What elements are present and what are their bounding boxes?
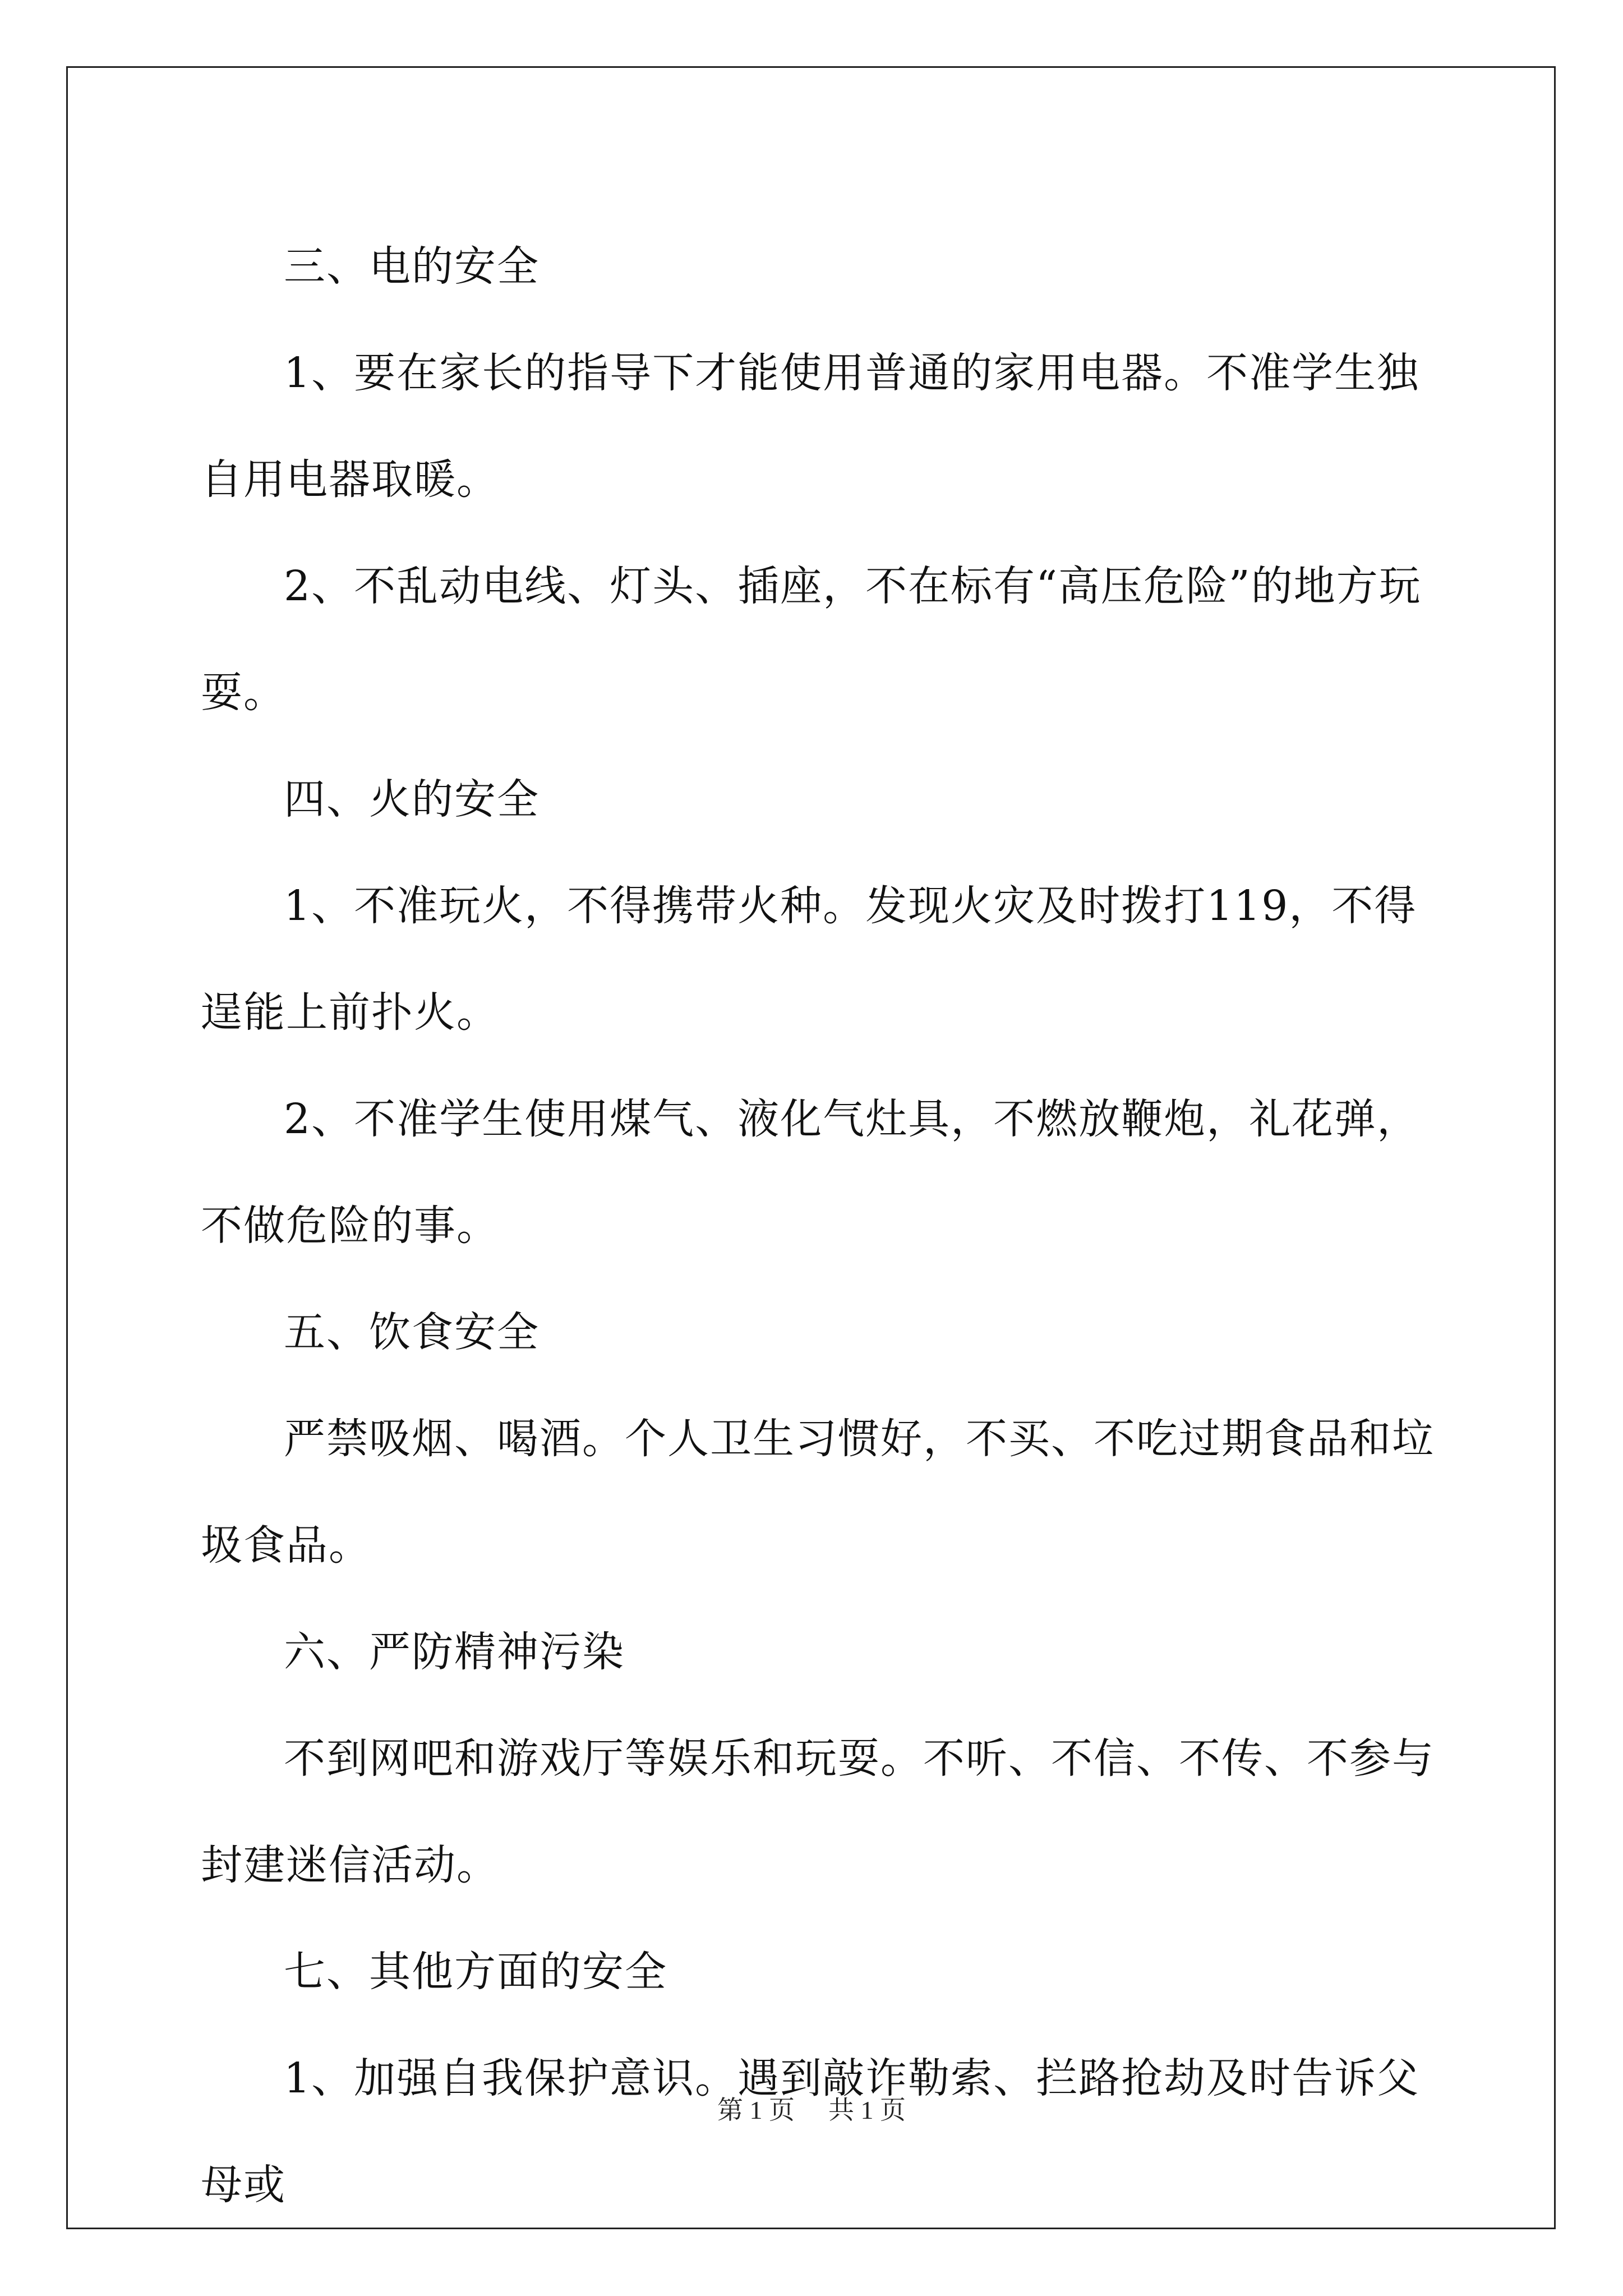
paragraph-mental-pollution: 不到网吧和游戏厅等娱乐和玩耍。不听、不信、不传、不参与封建迷信活动。: [201, 1734, 1435, 1889]
page-total: 共 1 页: [828, 2096, 906, 2124]
paragraph-fire-1: 1、不准玩火，不得携带火种。发现火灾及时拨打119，不得逞能上前扑火。: [201, 882, 1417, 1037]
section-heading-fire-safety: 四、火的安全: [284, 775, 540, 823]
paragraph-other-1: 1、加强自我保护意识。遇到敲诈勒索、拦路抢劫及时告诉父母或: [201, 2054, 1420, 2209]
document-body: [201, 213, 1435, 2238]
section-heading-electric-safety: 三、电的安全: [284, 242, 540, 291]
section-heading-mental-pollution: 六、严防精神污染: [284, 1628, 625, 1676]
page-footer: [0, 2090, 1623, 2127]
paragraph-fire-2: 2、不准学生使用煤气、液化气灶具，不燃放鞭炮，礼花弹，不做危险的事。: [201, 1095, 1420, 1250]
section-heading-food-safety: 五、饮食安全: [284, 1308, 540, 1356]
paragraph-electric-2: 2、不乱动电线、灯头、插座，不在标有“高压危险”的地方玩耍。: [201, 562, 1422, 717]
page-number: 第 1 页: [717, 2096, 795, 2124]
paragraph-electric-1: 1、要在家长的指导下才能使用普通的家用电器。不准学生独自用电器取暖。: [201, 349, 1420, 504]
paragraph-food: 严禁吸烟、喝酒。个人卫生习惯好，不买、不吃过期食品和垃圾食品。: [201, 1415, 1435, 1570]
section-heading-other-safety: 七、其他方面的安全: [284, 1948, 667, 1996]
